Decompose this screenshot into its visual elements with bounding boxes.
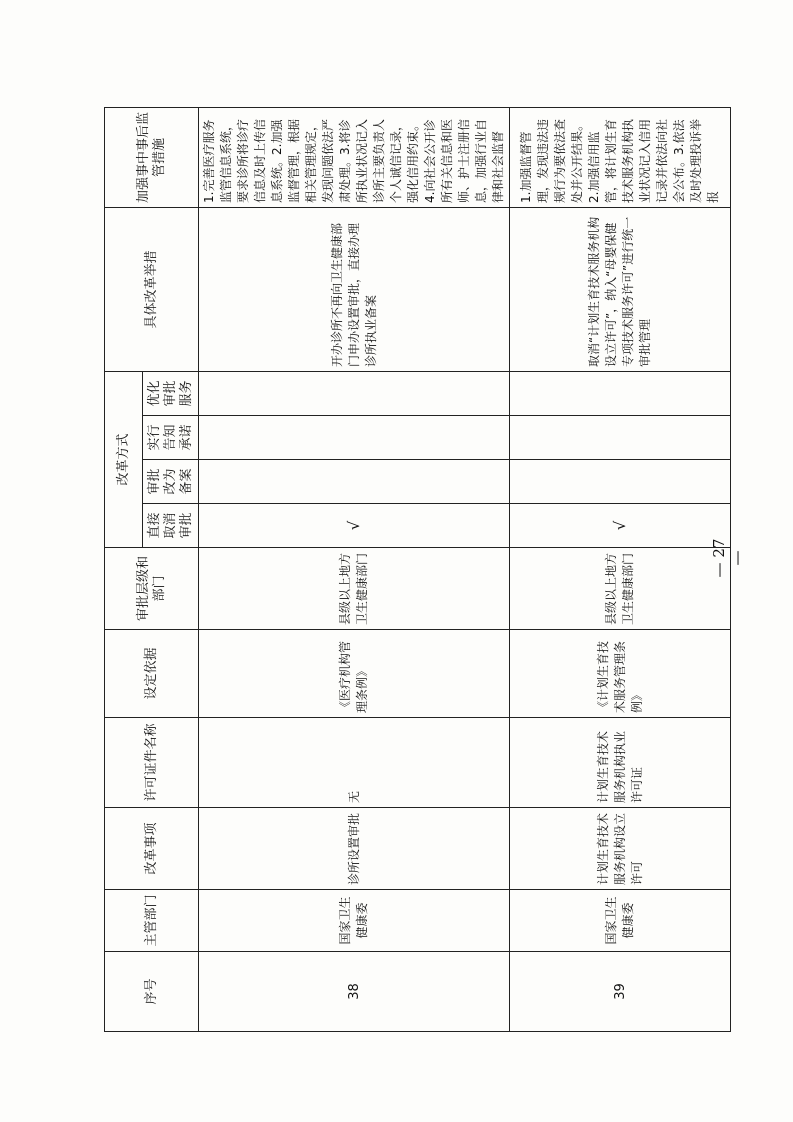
row-measure: 取消“计划生育技术服务机构设立许可”，纳入“母婴保健专项技术服务许可”进行统一审批管理 — [510, 207, 731, 371]
header-basis: 设定依据 — [105, 630, 199, 718]
row-dept: 国家卫生健康委 — [199, 890, 510, 952]
row-mode-cancel: √ — [510, 504, 731, 548]
row-seq: 38 — [199, 952, 510, 1032]
row-supervise: 1.加强监督管理，发现违法违规行为要依法查处并公开结果。2.加强信用监管，将计划生育技术服务机构执业状况记入信用记录并依法向社会公布。3.依法及时处理投诉举报 — [510, 107, 731, 207]
header-level: 审批层级和部门 — [105, 548, 199, 630]
header-mode-optimize: 优化审批服务 — [143, 371, 199, 415]
row-mode-record — [199, 460, 510, 504]
row-level: 县级以上地方卫生健康部门 — [199, 548, 510, 630]
row-license: 无 — [199, 718, 510, 808]
row-seq: 39 — [510, 952, 731, 1032]
row-basis: 《医疗机构管理条例》 — [199, 630, 510, 718]
row-mode-record — [510, 460, 731, 504]
reform-table — [104, 107, 731, 1032]
row-mode-promise — [510, 416, 731, 460]
row-basis: 《计划生育技术服务管理条例》 — [510, 630, 731, 718]
row-license: 计划生育技术服务机构执业许可证 — [510, 718, 731, 808]
header-mode-promise: 实行告知承诺 — [143, 416, 199, 460]
header-dept: 主管部门 — [105, 890, 199, 952]
header-mode-record: 审批改为备案 — [143, 460, 199, 504]
row-item: 计划生育技术服务机构设立许可 — [510, 808, 731, 890]
row-level: 县级以上地方卫生健康部门 — [510, 548, 731, 630]
header-mode: 改革方式 — [105, 371, 143, 547]
table-row — [199, 107, 510, 1031]
header-license: 许可证件名称 — [105, 718, 199, 808]
header-seq: 序号 — [105, 952, 199, 1032]
header-item: 改革事项 — [105, 808, 199, 890]
table-row — [510, 107, 731, 1031]
header-supervise: 加强事中事后监管措施 — [105, 107, 199, 207]
row-mode-cancel: √ — [199, 504, 510, 548]
row-mode-optimize — [510, 371, 731, 415]
page-number: — 27 — — [710, 538, 746, 578]
header-measure: 具体改革举措 — [105, 207, 199, 371]
row-supervise: 1.完善医疗服务监管信息系统，要求诊所将诊疗信息及时上传信息系统。2.加强监督管理，根据相关管理规定，发现问题依法严肃处理。3.将诊所执业状况记入诊所主要负责人个人诚信记录，强化信用约束。4.向社会公开诊所有关信息和医师、护士注册信息，加强行业自律和社会监督 — [199, 107, 510, 207]
header-mode-cancel: 直接取消审批 — [143, 504, 199, 548]
row-measure: 开办诊所不再向卫生健康部门申办设置审批，直接办理诊所执业备案 — [199, 207, 510, 371]
rotated-table-region — [104, 108, 720, 1032]
row-mode-promise — [199, 416, 510, 460]
header-row-1 — [105, 107, 143, 1031]
row-mode-optimize — [199, 371, 510, 415]
row-item: 诊所设置审批 — [199, 808, 510, 890]
row-dept: 国家卫生健康委 — [510, 890, 731, 952]
